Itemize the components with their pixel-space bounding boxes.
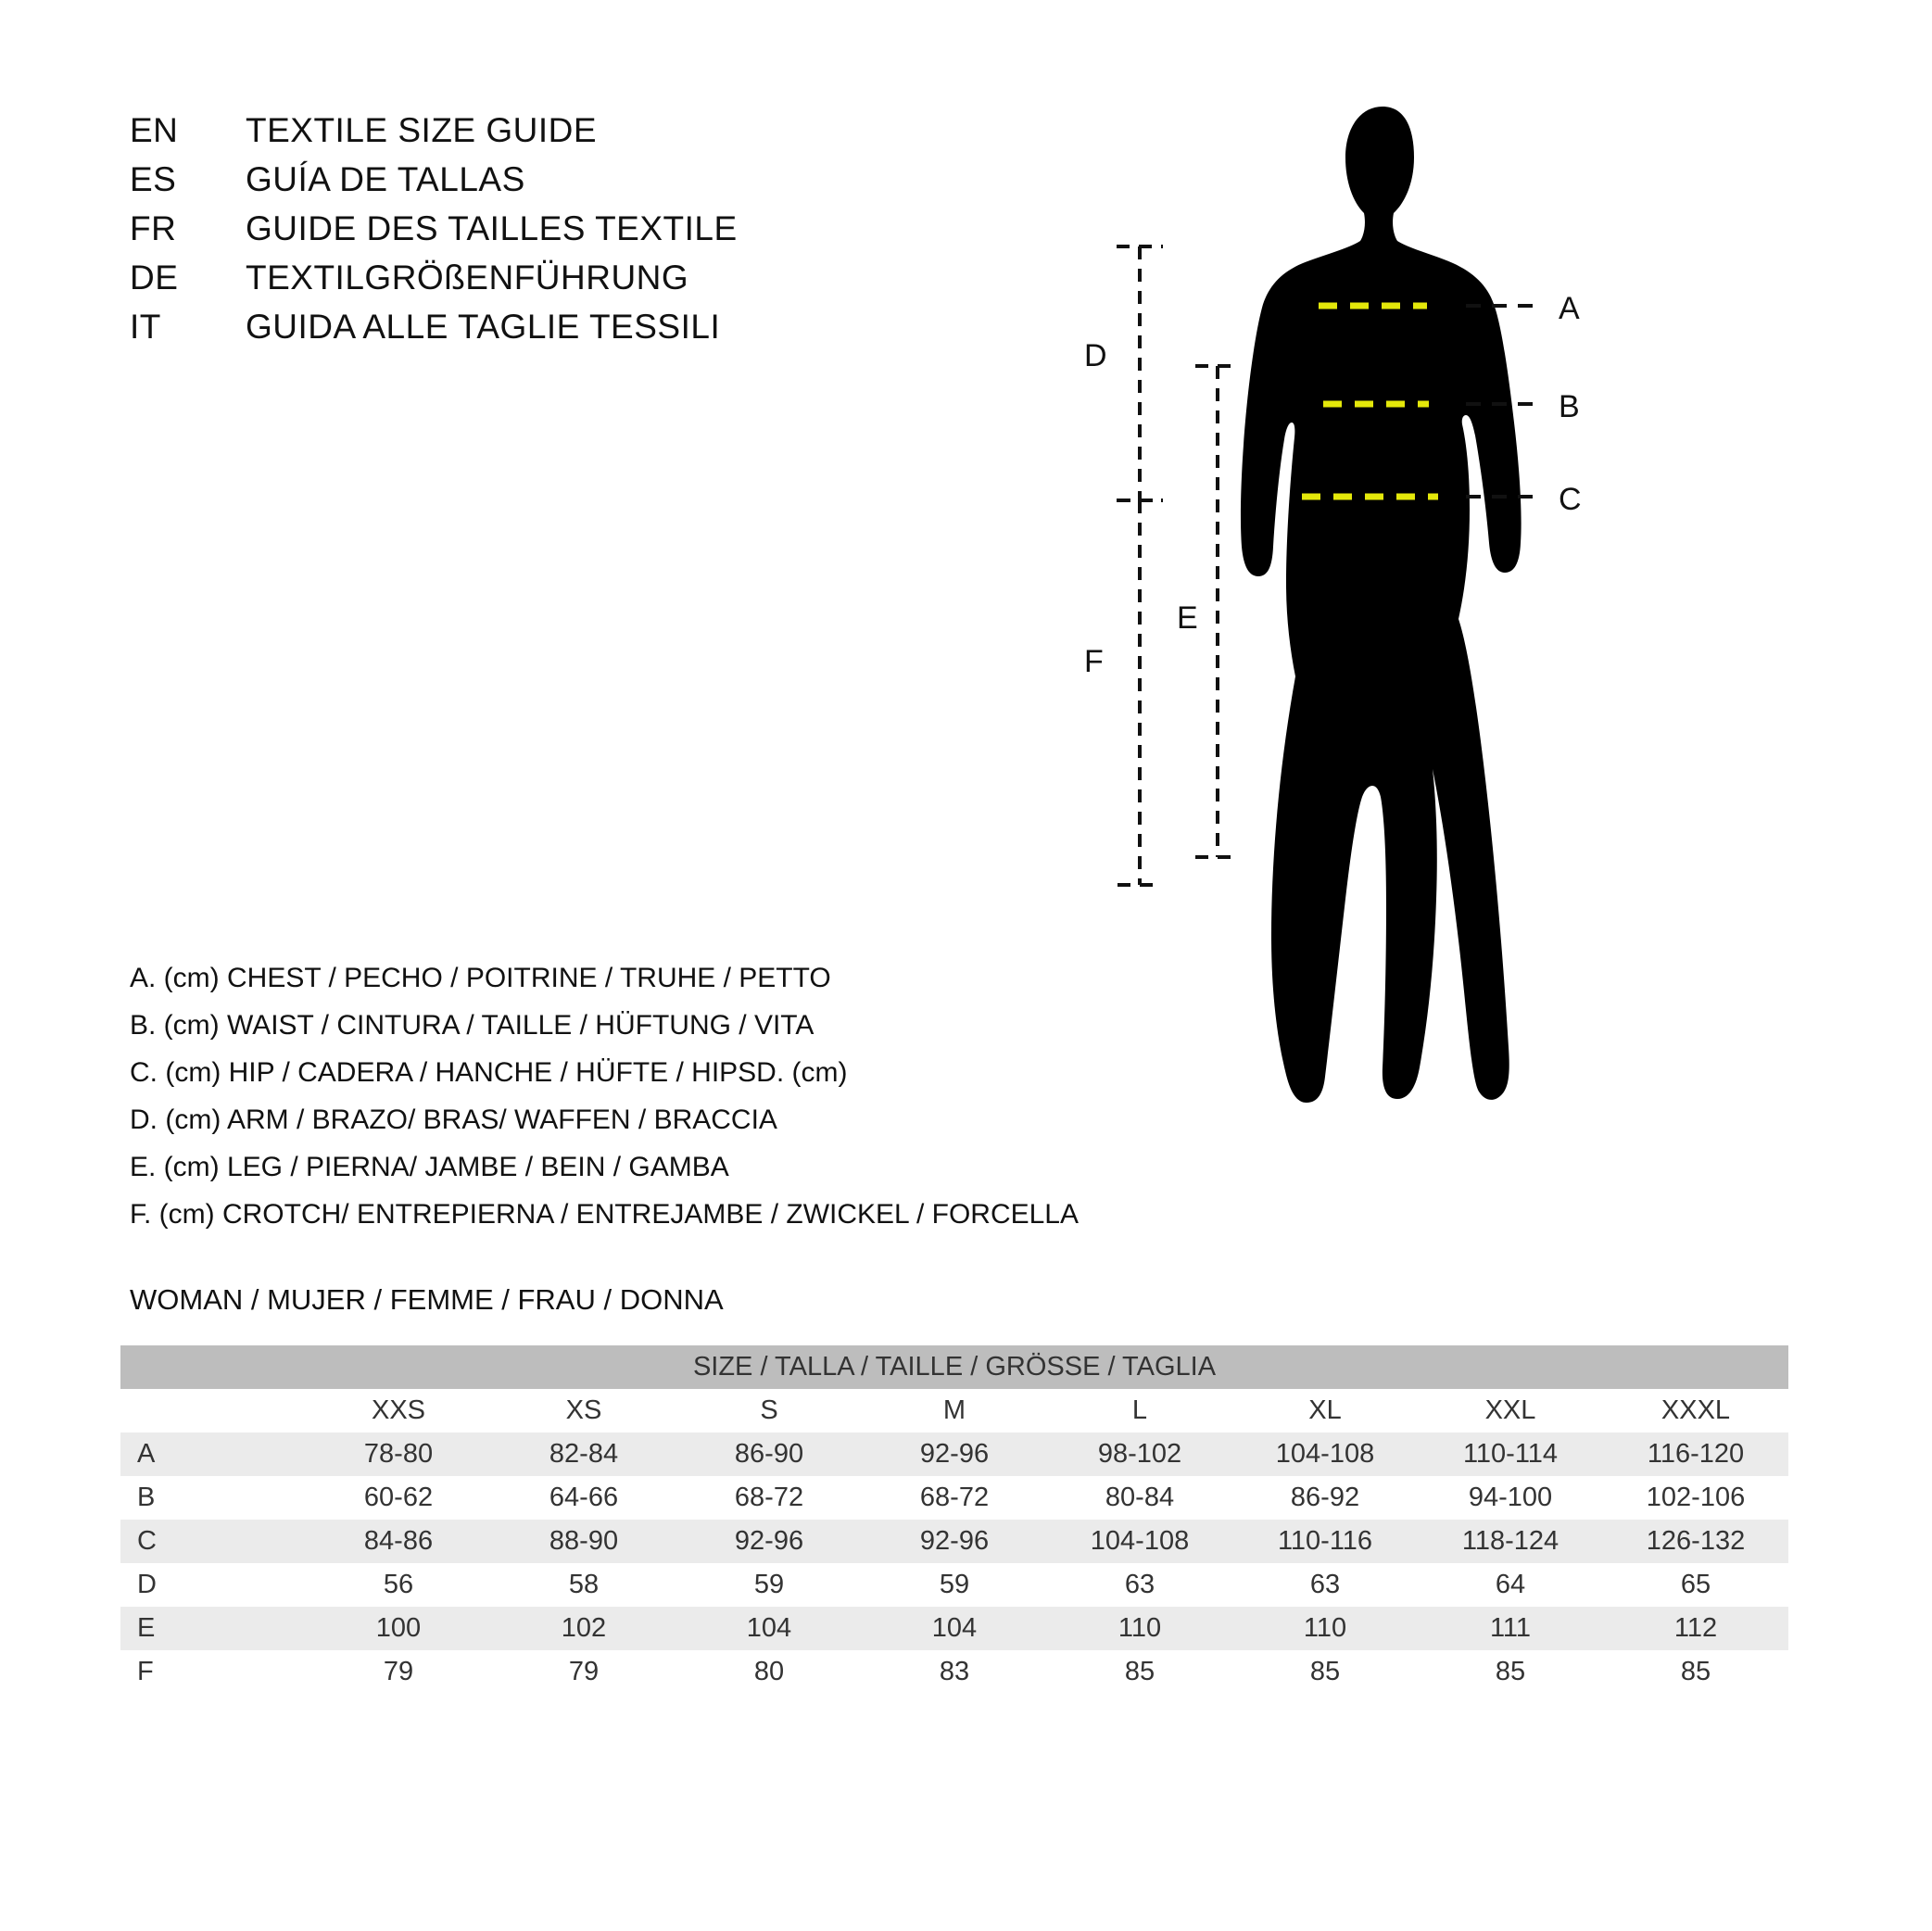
leg-dimension-bracket (1195, 366, 1240, 857)
cell-b-xxs: 60-62 (306, 1476, 491, 1520)
size-table-wrapper (120, 1345, 1788, 1694)
header-corner-cell (120, 1389, 306, 1432)
table-row (120, 1650, 1788, 1694)
cell-d-xxl: 64 (1418, 1563, 1603, 1607)
title-lang-es: ES (130, 160, 177, 198)
legend-item-f: F. (cm) CROTCH/ ENTREPIERNA / ENTREJAMBE / ZWICKEL / FORCELLA (130, 1199, 1079, 1230)
title-block (130, 111, 738, 357)
cell-a-s: 86-90 (676, 1432, 862, 1476)
measurement-diagram (1084, 65, 1881, 1177)
size-table (120, 1345, 1788, 1694)
table-band-row (120, 1345, 1788, 1389)
callout-label-b: B (1559, 389, 1580, 424)
table-row (120, 1563, 1788, 1607)
cell-c-m: 92-96 (862, 1520, 1047, 1563)
table-row (120, 1520, 1788, 1563)
cell-e-xxs: 100 (306, 1607, 491, 1650)
row-key-f: F (120, 1650, 306, 1694)
legend-item-c: C. (cm) HIP / CADERA / HANCHE / HÜFTE / HIPSD. (cm) (130, 1057, 848, 1088)
size-header-xs: XS (491, 1389, 676, 1432)
arm-dimension-bracket (1117, 246, 1163, 500)
cell-a-xxs: 78-80 (306, 1432, 491, 1476)
title-lang-de: DE (130, 259, 179, 297)
bracket-label-f: F (1084, 644, 1104, 679)
cell-e-s: 104 (676, 1607, 862, 1650)
title-lang-en: EN (130, 111, 179, 149)
legend-item-a: A. (cm) CHEST / PECHO / POITRINE / TRUHE / PETTO (130, 963, 831, 993)
cell-b-xs: 64-66 (491, 1476, 676, 1520)
table-band-label: SIZE / TALLA / TAILLE / GRÖSSE / TAGLIA (120, 1345, 1788, 1389)
cell-f-xxl: 85 (1418, 1650, 1603, 1694)
title-lang-fr: FR (130, 209, 177, 247)
cell-a-l: 98-102 (1047, 1432, 1232, 1476)
title-text-it: GUIDA ALLE TAGLIE TESSILI (246, 308, 721, 346)
size-header-l: L (1047, 1389, 1232, 1432)
cell-b-m: 68-72 (862, 1476, 1047, 1520)
cell-f-xxs: 79 (306, 1650, 491, 1694)
cell-e-xs: 102 (491, 1607, 676, 1650)
size-header-m: M (862, 1389, 1047, 1432)
callout-label-a: A (1559, 291, 1580, 326)
cell-c-xxl: 118-124 (1418, 1520, 1603, 1563)
cell-d-l: 63 (1047, 1563, 1232, 1607)
cell-a-xl: 104-108 (1232, 1432, 1418, 1476)
callout-label-c: C (1559, 482, 1582, 517)
title-text-es: GUÍA DE TALLAS (246, 160, 525, 198)
table-header-row (120, 1389, 1788, 1432)
cell-f-xs: 79 (491, 1650, 676, 1694)
legend-item-d: D. (cm) ARM / BRAZO/ BRAS/ WAFFEN / BRACCIA (130, 1104, 777, 1135)
cell-f-xxxl: 85 (1603, 1650, 1788, 1694)
title-text-fr: GUIDE DES TAILLES TEXTILE (246, 209, 738, 247)
crotch-dimension-bracket (1118, 500, 1162, 885)
title-row (130, 308, 738, 357)
title-row (130, 259, 738, 308)
cell-f-m: 83 (862, 1650, 1047, 1694)
cell-c-s: 92-96 (676, 1520, 862, 1563)
cell-d-m: 59 (862, 1563, 1047, 1607)
cell-b-s: 68-72 (676, 1476, 862, 1520)
title-row (130, 209, 738, 259)
cell-b-xxxl: 102-106 (1603, 1476, 1788, 1520)
measurement-legend (130, 954, 1079, 1238)
row-key-a: A (120, 1432, 306, 1476)
bracket-label-e: E (1177, 600, 1198, 636)
cell-c-xxxl: 126-132 (1603, 1520, 1788, 1563)
cell-e-xxxl: 112 (1603, 1607, 1788, 1650)
table-row (120, 1432, 1788, 1476)
size-header-xxxl: XXXL (1603, 1389, 1788, 1432)
bracket-label-d: D (1084, 338, 1107, 373)
cell-a-xxxl: 116-120 (1603, 1432, 1788, 1476)
title-text-de: TEXTILGRÖßENFÜHRUNG (246, 259, 689, 297)
cell-c-xs: 88-90 (491, 1520, 676, 1563)
legend-item-b: B. (cm) WAIST / CINTURA / TAILLE / HÜFTUNG / VITA (130, 1010, 814, 1041)
row-key-e: E (120, 1607, 306, 1650)
row-key-b: B (120, 1476, 306, 1520)
cell-a-xxl: 110-114 (1418, 1432, 1603, 1476)
cell-b-xl: 86-92 (1232, 1476, 1418, 1520)
table-row (120, 1607, 1788, 1650)
cell-c-l: 104-108 (1047, 1520, 1232, 1563)
cell-d-xxs: 56 (306, 1563, 491, 1607)
row-key-d: D (120, 1563, 306, 1607)
cell-a-xs: 82-84 (491, 1432, 676, 1476)
cell-c-xl: 110-116 (1232, 1520, 1418, 1563)
title-lang-it: IT (130, 308, 161, 346)
size-header-s: S (676, 1389, 862, 1432)
group-label: WOMAN / MUJER / FEMME / FRAU / DONNA (130, 1283, 724, 1316)
cell-e-m: 104 (862, 1607, 1047, 1650)
cell-a-m: 92-96 (862, 1432, 1047, 1476)
cell-b-xxl: 94-100 (1418, 1476, 1603, 1520)
cell-d-xxxl: 65 (1603, 1563, 1788, 1607)
cell-d-s: 59 (676, 1563, 862, 1607)
cell-e-xl: 110 (1232, 1607, 1418, 1650)
cell-f-xl: 85 (1232, 1650, 1418, 1694)
size-header-xxs: XXS (306, 1389, 491, 1432)
size-header-xxl: XXL (1418, 1389, 1603, 1432)
size-header-xl: XL (1232, 1389, 1418, 1432)
female-silhouette-icon (1241, 107, 1522, 1103)
row-key-c: C (120, 1520, 306, 1563)
cell-d-xl: 63 (1232, 1563, 1418, 1607)
cell-e-xxl: 111 (1418, 1607, 1603, 1650)
cell-d-xs: 58 (491, 1563, 676, 1607)
title-text-en: TEXTILE SIZE GUIDE (246, 111, 598, 149)
cell-c-xxs: 84-86 (306, 1520, 491, 1563)
cell-f-l: 85 (1047, 1650, 1232, 1694)
legend-item-e: E. (cm) LEG / PIERNA/ JAMBE / BEIN / GAMBA (130, 1152, 729, 1182)
title-row (130, 160, 738, 209)
title-row (130, 111, 738, 160)
cell-e-l: 110 (1047, 1607, 1232, 1650)
table-row (120, 1476, 1788, 1520)
cell-f-s: 80 (676, 1650, 862, 1694)
cell-b-l: 80-84 (1047, 1476, 1232, 1520)
